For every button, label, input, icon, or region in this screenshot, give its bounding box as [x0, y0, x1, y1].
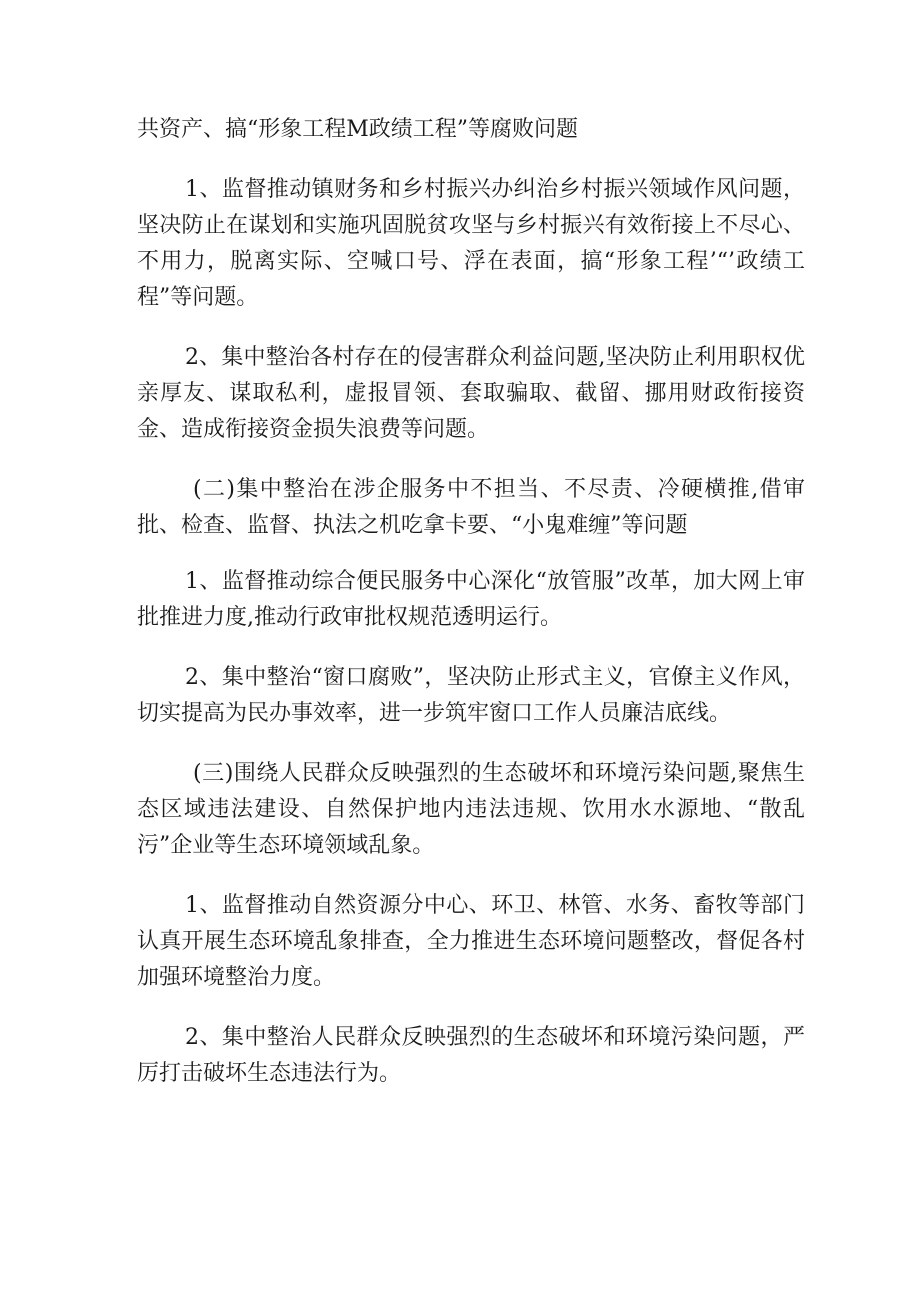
- section-heading-2: (二)集中整治在涉企服务中不担当、不尽责、冷硬横推,借审批、检查、监督、执法之机吃拿卡要、“小鬼难缠”等问题: [137, 477, 805, 538]
- paragraph-item-4: 2、集中整治“窗口腐败”，坚决防止形式主义，官僚主义作风，切实提高为民办事效率，进一步筑牢窗口工作人员廉洁底线。: [137, 665, 805, 726]
- paragraph-item-5: 1、监督推动自然资源分中心、环卫、林管、水务、畜牧等部门认真开展生态环境乱象排查，全力推进生态环境问题整改，督促各村加强环境整治力度。: [137, 893, 805, 990]
- section-heading-3: (三)围绕人民群众反映强烈的生态破坏和环境污染问题,聚焦生态区域违法建设、自然保护地内违法违规、饮用水水源地、“散乱污”企业等生态环境领域乱象。: [137, 761, 805, 858]
- document-body: [137, 112, 805, 1092]
- paragraph-item-2: 2、集中整治各村存在的侵害群众利益问题,坚决防止利用职权优亲厚友、谋取私利，虚报冒领、套取骗取、截留、挪用财政衔接资金、造成衔接资金损失浪费等问题。: [137, 345, 805, 442]
- paragraph-item-6: 2、集中整治人民群众反映强烈的生态破坏和环境污染问题，严厉打击破坏生态违法行为。: [137, 1025, 805, 1086]
- paragraph-continuation: 共资产、搞“形象工程M政绩工程”等腐败问题: [137, 117, 579, 142]
- paragraph-item-1: 1、监督推动镇财务和乡村振兴办纠治乡村振兴领域作风问题，坚决防止在谋划和实施巩固脱贫攻坚与乡村振兴有效衔接上不尽心、不用力，脱离实际、空喊口号、浮在表面，搞“形象工程’“’政绩工程”等问题。: [137, 177, 805, 310]
- paragraph-item-3: 1、监督推动综合便民服务中心深化“放管服”改革，加大网上审批推进力度,推动行政审批权规范透明运行。: [137, 569, 805, 630]
